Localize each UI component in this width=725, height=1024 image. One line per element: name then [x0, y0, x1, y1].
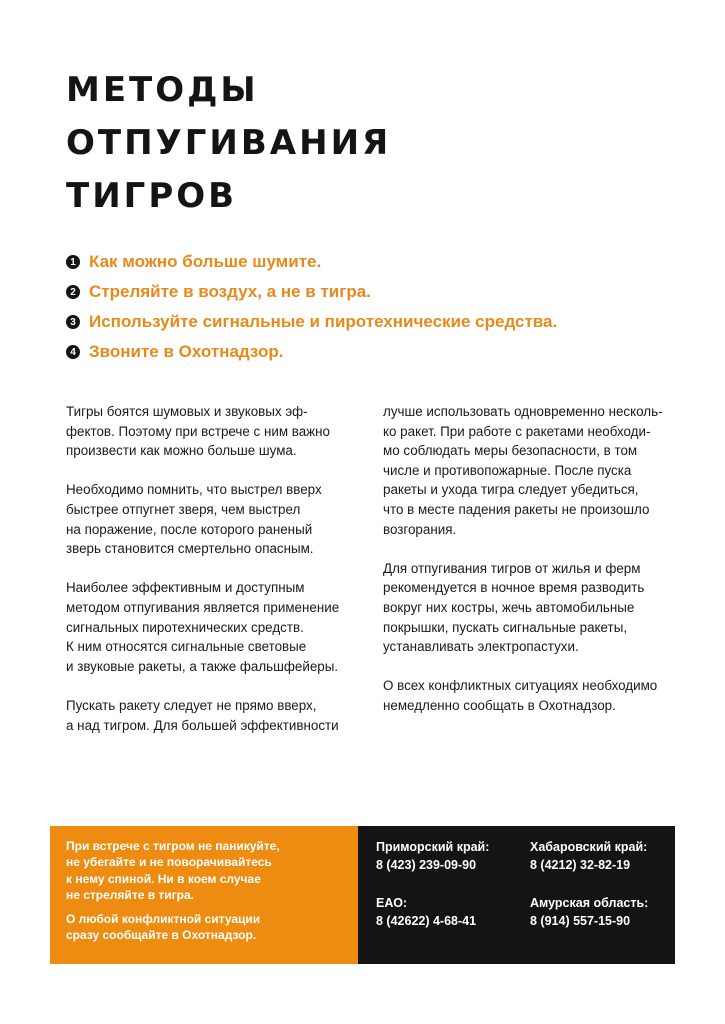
contact-amur [530, 894, 648, 930]
paragraph: Тигры боятся шумовых и звуковых эф- фектов. Поэтому при встрече с ним важно произвести как можно больше шума. [66, 404, 330, 459]
contact-phone[interactable]: 8 (914) 557-15-90 [530, 914, 631, 928]
tips-list [66, 247, 557, 367]
tip-item [66, 307, 557, 337]
page-title [66, 64, 486, 223]
warning-text: О любой конфликтной ситуации сразу сообщайте в Охотнадзор. [66, 912, 261, 943]
tip-text: Как можно больше шумите. [89, 252, 322, 271]
title-line-2: ОТПУГИВАНИЯ [66, 123, 392, 163]
paragraph: О всех конфликтных ситуациях необходимо немедленно сообщать в Охотнадзор. [383, 678, 658, 713]
number-4-icon: 4 [66, 345, 80, 359]
tip-item [66, 337, 557, 367]
contact-primorsky [376, 838, 489, 874]
tip-item [66, 277, 557, 307]
contact-region: Приморский край: [376, 840, 490, 854]
contacts-box [358, 826, 675, 964]
footer-bar [50, 826, 675, 964]
contact-eao [376, 894, 476, 930]
paragraph: Пускать ракету следует не прямо вверх, а над тигром. Для большей эффективности [66, 697, 339, 733]
tip-text: Звоните в Охотнадзор. [89, 342, 284, 361]
title-line-3: ТИГРОВ [66, 176, 238, 216]
left-text-column [66, 402, 366, 755]
contact-khabarovsk [530, 838, 647, 874]
contact-phone[interactable]: 8 (4212) 32-82-19 [530, 858, 631, 872]
right-text-column [383, 402, 683, 735]
paragraph: Для отпугивания тигров от жилья и ферм рекомендуется в ночное время разводить вокруг них костры, жечь автомобильные покрышки, пускать сигнальные ракеты, устанавливать электропастухи. [383, 560, 645, 655]
contact-phone[interactable]: 8 (423) 239-09-90 [376, 858, 477, 872]
title-line-1: МЕТОДЫ [66, 70, 259, 110]
number-1-icon: 1 [66, 255, 80, 269]
warning-box [50, 826, 358, 964]
contact-region: Хабаровский край: [530, 840, 648, 854]
number-2-icon: 2 [66, 285, 80, 299]
contact-region: ЕАО: [376, 896, 408, 910]
paragraph: Наиболее эффективным и доступным методом отпугивания является применение сигнальных пиротехнических средств. К ним относятся сигнальные световые и звуковые ракеты, а также фальшфейеры. [66, 580, 340, 674]
tip-item [66, 247, 557, 277]
contact-phone[interactable]: 8 (42622) 4-68-41 [376, 914, 477, 928]
tip-text: Стреляйте в воздух, а не в тигра. [89, 282, 371, 301]
paragraph: лучше использовать одновременно несколь- ко ракет. При работе с ракетами необходи- мо соблюдать меры безопасности, в том числе и противопожарные. После пуска ракеты и ухода тигра следует убедиться, что в месте падения ракеты не произошло возгорания. [383, 404, 663, 537]
tip-text: Используйте сигнальные и пиротехнические средства. [89, 312, 558, 331]
contact-region: Амурская область: [530, 896, 649, 910]
warning-text: При встрече с тигром не паникуйте, не убегайте и не поворачивайтесь к нему спиной. Ни в коем случае не стреляйте в тигра. [66, 839, 280, 902]
number-3-icon: 3 [66, 315, 80, 329]
paragraph: Необходимо помнить, что выстрел вверх быстрее отпугнет зверя, чем выстрел на поражение, после которого раненый зверь становится смертельно опасным. [66, 482, 322, 557]
